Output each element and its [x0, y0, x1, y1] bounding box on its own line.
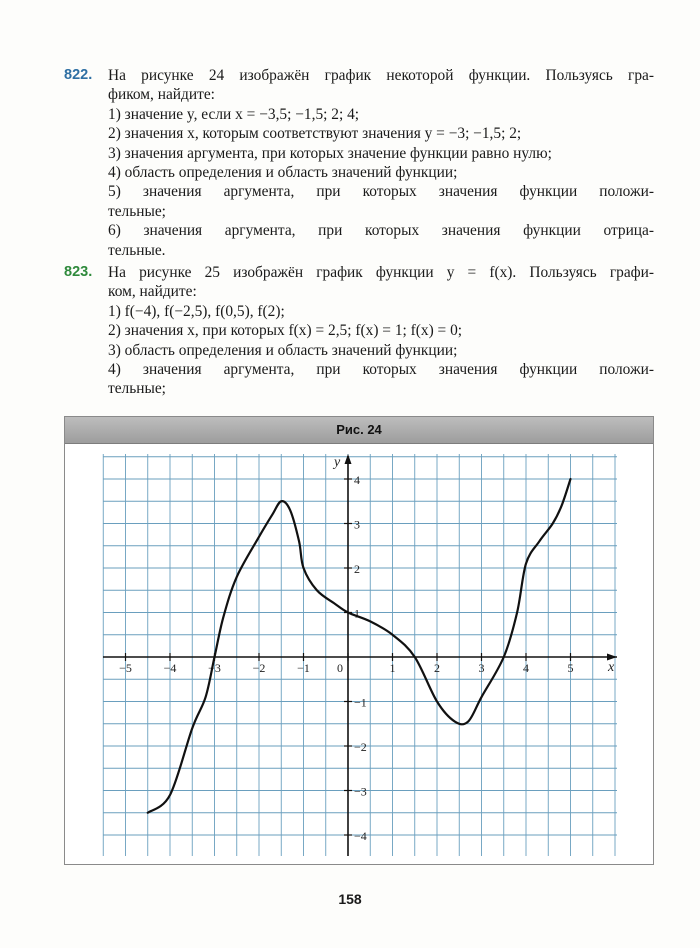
x-tick-label: −3 — [208, 661, 221, 675]
exercise-822-intro-line1: На рисунке 24 изображён график некоторой функции. Пользуясь гра- — [108, 67, 654, 84]
x-tick-label: 1 — [389, 661, 396, 675]
x-tick-label: −4 — [163, 661, 177, 675]
exercise-823-item: 2) значения x, при которых f(x) = 2,5; f(x) = 1; f(x) = 0; — [108, 322, 463, 340]
exercise-823 — [64, 263, 654, 399]
exercise-822-item: 3) значения аргумента, при которых значение функции равно нулю; — [108, 144, 552, 162]
y-axis-arrow — [345, 454, 352, 464]
exercise-822-item: тельные; — [108, 202, 166, 220]
exercise-823-item: 3) область определения и область значений функции; — [108, 341, 458, 359]
figure-24 — [64, 416, 654, 865]
x-tick-label: 0 — [337, 661, 343, 675]
exercise-822-item: 1) значение y, если x = −3,5; −1,5; 2; 4; — [108, 105, 360, 123]
exercise-822-item: 5) значения аргумента, при которых значения функции положи- — [108, 183, 654, 201]
exercise-822-item: 4) область определения и область значений функции; — [108, 164, 458, 182]
exercise-823-item: тельные; — [108, 380, 166, 398]
y-axis-label: y — [334, 455, 341, 470]
y-tick-label: −4 — [354, 829, 367, 843]
exercise-822-item: тельные. — [108, 241, 166, 259]
x-axis-label: x — [608, 660, 615, 675]
x-tick-label: −1 — [297, 661, 310, 675]
y-tick-label: 3 — [354, 517, 360, 532]
x-tick-label: −2 — [252, 661, 266, 675]
y-tick-label: 1 — [354, 606, 360, 621]
exercise-823-intro-line1: На рисунке 25 изображён график функции y = f(x). Пользуясь графи- — [108, 264, 654, 281]
exercise-822-number: 822. — [64, 67, 93, 83]
exercise-822-intro-line2: фиком, найдите: — [108, 86, 215, 104]
exercise-822-intro — [64, 66, 654, 85]
exercise-823-item: 1) f(−4), f(−2,5), f(0,5), f(2); — [108, 302, 285, 320]
x-tick-label: 4 — [523, 661, 529, 675]
exercise-823-intro — [64, 263, 654, 282]
y-tick-label: 2 — [354, 562, 360, 576]
x-tick-label: 5 — [567, 661, 574, 675]
page-number: 158 — [338, 891, 362, 907]
exercise-823-number: 823. — [64, 264, 93, 280]
exercise-822 — [64, 66, 654, 260]
y-tick-label: −2 — [354, 740, 367, 754]
y-tick-label: −1 — [354, 695, 367, 710]
exercise-822-item: 6) значения аргумента, при которых значения функции отрица- — [108, 222, 654, 240]
exercise-822-item: 2) значения x, которым соответствуют значения y = −3; −1,5; 2; — [108, 125, 522, 143]
figure-caption: Рис. 24 — [65, 417, 653, 444]
function-graph — [65, 417, 653, 864]
exercise-823-intro-line2: ком, найдите: — [108, 283, 197, 301]
x-tick-label: 3 — [478, 661, 485, 675]
x-tick-label: 2 — [434, 661, 440, 675]
y-tick-label: 4 — [354, 473, 360, 487]
x-tick-label: −5 — [119, 661, 132, 675]
y-tick-label: −3 — [354, 784, 367, 799]
exercise-823-item: 4) значения аргумента, при которых значения функции положи- — [108, 361, 654, 379]
